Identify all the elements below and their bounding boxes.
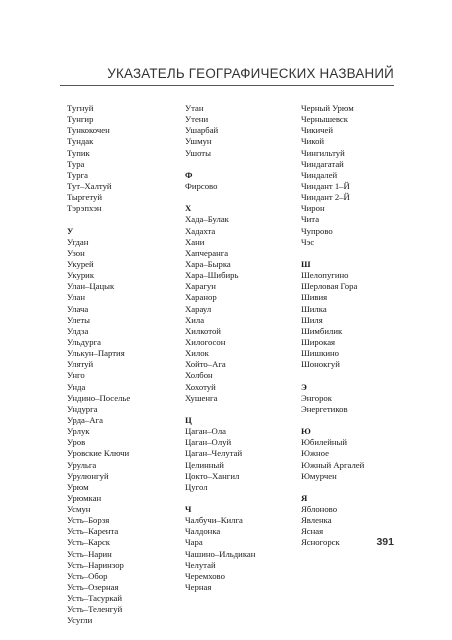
index-entry: Шиля xyxy=(301,314,323,325)
section-letter: Ш xyxy=(301,258,311,269)
index-entry: Тэрэпхэн xyxy=(67,203,102,214)
index-entry: Тугнуй xyxy=(67,103,94,113)
index-entry: Чалбучи–Килга xyxy=(185,515,243,526)
index-entry: Урулюнгуй xyxy=(67,470,109,481)
index-entry: Улан xyxy=(67,292,86,303)
index-entry: Шонокгуй xyxy=(301,359,340,370)
index-entry: Усмун xyxy=(67,504,91,515)
index-entry: Хилкотой xyxy=(185,325,221,336)
index-entry: Хушенга xyxy=(185,392,218,403)
blank-line xyxy=(185,159,300,170)
index-entry: Усть–Карента xyxy=(67,526,119,537)
index-entry: Улдза xyxy=(67,325,89,336)
index-entry: Уровские Ключи xyxy=(67,448,130,459)
section-letter: Э xyxy=(301,381,307,392)
index-entry: Хани xyxy=(185,236,205,247)
index-entry: Шимбилик xyxy=(301,325,343,336)
index-entry: Чашино–Ильдикан xyxy=(185,548,256,559)
index-column-2 xyxy=(185,103,300,593)
index-entry: Хохотуй xyxy=(185,381,216,392)
index-entry: Урюмкан xyxy=(67,492,102,503)
section-letter: Ч xyxy=(185,504,192,515)
index-entry: Хада–Булак xyxy=(185,214,229,225)
index-entry: Ульдурга xyxy=(67,336,101,347)
index-entry: Угдан xyxy=(67,236,89,247)
index-entry: Южное xyxy=(301,448,329,459)
index-entry: Тункокочен xyxy=(67,125,110,136)
index-entry: Усть–Нарин xyxy=(67,548,112,559)
index-entry: Хапчеранга xyxy=(185,247,229,258)
index-entry: Юмурчен xyxy=(301,470,337,481)
index-entry: Чиндагатай xyxy=(301,158,344,169)
index-entry: Целинный xyxy=(185,459,224,470)
index-entry: Хара–Бырка xyxy=(185,258,231,269)
index-entry: Широкая xyxy=(301,336,336,347)
index-entry: Ушарбай xyxy=(185,125,219,136)
index-entry: Чиндант 1–Й xyxy=(301,180,350,191)
index-entry: Узон xyxy=(67,247,85,258)
index-entry: Чикой xyxy=(301,136,325,147)
index-entry: Чиндалей xyxy=(301,169,338,180)
index-entry: Холбон xyxy=(185,370,213,381)
index-entry: Урульга xyxy=(67,459,97,470)
index-entry: Чалдонка xyxy=(185,526,221,537)
index-entry: Улеты xyxy=(67,314,90,325)
index-entry: Хилок xyxy=(185,348,209,359)
running-header xyxy=(60,65,394,86)
index-entry: Цаган–Олуй xyxy=(185,437,232,448)
index-entry: Цугол xyxy=(185,481,208,492)
index-entry: Хилогосон xyxy=(185,336,226,347)
blank-line xyxy=(301,248,401,259)
index-entry: Шишкино xyxy=(301,348,339,359)
index-entry: Хараул xyxy=(185,303,212,314)
index-entry: Шилка xyxy=(301,303,327,314)
index-entry: Черемхово xyxy=(185,570,225,581)
index-entry: Чикичей xyxy=(301,125,334,136)
index-entry: Хила xyxy=(185,314,205,325)
index-entry: Ушоты xyxy=(185,147,211,158)
index-entry: Чингильтуй xyxy=(301,147,345,158)
header-title: УКАЗАТЕЛЬ ГЕОГРАФИЧЕСКИХ НАЗВАНИЙ xyxy=(107,66,394,81)
index-entry: Ундурга xyxy=(67,403,98,414)
index-entry: Усть–Карск xyxy=(67,537,111,548)
index-entry: Ундино–Поселье xyxy=(67,392,131,403)
index-entry: Урда–Ага xyxy=(67,414,103,425)
index-entry: Усть–Обор xyxy=(67,570,108,581)
index-entry: Хойто–Ага xyxy=(185,359,226,370)
index-entry: Шелопугино xyxy=(301,270,349,281)
index-entry: Уров xyxy=(67,437,86,448)
index-entry: Черный Урюм xyxy=(301,103,354,113)
section-letter: Я xyxy=(301,492,308,503)
blank-line xyxy=(67,214,182,225)
index-entry: Укурей xyxy=(67,258,94,269)
index-entry: Усть–Озерная xyxy=(67,582,119,593)
index-column-1 xyxy=(67,103,182,627)
index-entry: Цаган–Ола xyxy=(185,426,227,437)
index-entry: Чита xyxy=(301,214,320,225)
index-entry: Черная xyxy=(185,582,212,593)
index-entry: Укурик xyxy=(67,270,95,281)
index-entry: Утан xyxy=(185,103,204,113)
index-entry: Утени xyxy=(185,114,209,125)
blank-line xyxy=(301,482,401,493)
index-entry: Урюм xyxy=(67,481,89,492)
index-entry: Челутай xyxy=(185,559,216,570)
index-entry: Усть–Наринзор xyxy=(67,559,124,570)
index-entry: Цаган–Челутай xyxy=(185,448,243,459)
blank-line xyxy=(185,493,300,504)
index-column-3 xyxy=(301,103,401,549)
index-entry: Ушмун xyxy=(185,136,212,147)
blank-line xyxy=(185,192,300,203)
index-entry: Улятуй xyxy=(67,359,94,370)
index-entry: Явленка xyxy=(301,515,332,526)
index-entry: Шивия xyxy=(301,292,328,303)
section-letter: Ю xyxy=(301,426,311,437)
index-entry: Фирсово xyxy=(185,180,218,191)
index-entry: Улача xyxy=(67,303,89,314)
section-letter: Ц xyxy=(185,414,192,425)
blank-line xyxy=(185,404,300,415)
index-entry: Турга xyxy=(67,169,88,180)
section-letter: У xyxy=(67,225,74,236)
index-entry: Улькун–Партия xyxy=(67,348,125,359)
blank-line xyxy=(301,370,401,381)
index-entry: Харагун xyxy=(185,281,216,292)
index-entry: Цокто–Хангил xyxy=(185,470,240,481)
index-entry: Унго xyxy=(67,370,85,381)
index-entry: Тура xyxy=(67,158,85,169)
index-entry: Чиндант 2–Й xyxy=(301,192,350,203)
index-entry: Урлук xyxy=(67,426,90,437)
index-entry: Энгорок xyxy=(301,392,332,403)
page-number: 391 xyxy=(376,536,394,548)
index-entry: Чэс xyxy=(301,236,315,247)
index-entry: Хадахта xyxy=(185,225,216,236)
index-entry: Усугли xyxy=(67,615,93,626)
index-entry: Чара xyxy=(185,537,203,548)
index-entry: Тут–Халтуй xyxy=(67,180,112,191)
index-entry: Энергетиков xyxy=(301,403,348,414)
section-letter: Х xyxy=(185,203,192,214)
index-entry: Чернышевск xyxy=(301,114,349,125)
section-letter: Ф xyxy=(185,169,193,180)
index-entry: Унда xyxy=(67,381,86,392)
index-entry: Улан–Цацык xyxy=(67,281,115,292)
index-entry: Харанор xyxy=(185,292,217,303)
index-entry: Ясная xyxy=(301,526,324,537)
index-entry: Южный Аргалей xyxy=(301,459,365,470)
index-entry: Хара–Шибирь xyxy=(185,270,239,281)
index-entry: Усть–Теленгуй xyxy=(67,604,123,615)
index-entry: Усть–Тасуркай xyxy=(67,593,123,604)
blank-line xyxy=(301,415,401,426)
index-entry: Тупик xyxy=(67,147,90,158)
index-entry: Тундак xyxy=(67,136,94,147)
index-entry: Юбилейный xyxy=(301,437,347,448)
index-entry: Тунгир xyxy=(67,114,94,125)
index-entry: Чирон xyxy=(301,203,325,214)
index-entry: Яблоново xyxy=(301,504,338,515)
index-entry: Чупрово xyxy=(301,225,333,236)
index-entry: Тыргетуй xyxy=(67,192,103,203)
index-entry: Ясногорск xyxy=(301,537,340,548)
index-entry: Усть–Борзя xyxy=(67,515,110,526)
index-entry: Шерловая Гора xyxy=(301,281,358,292)
